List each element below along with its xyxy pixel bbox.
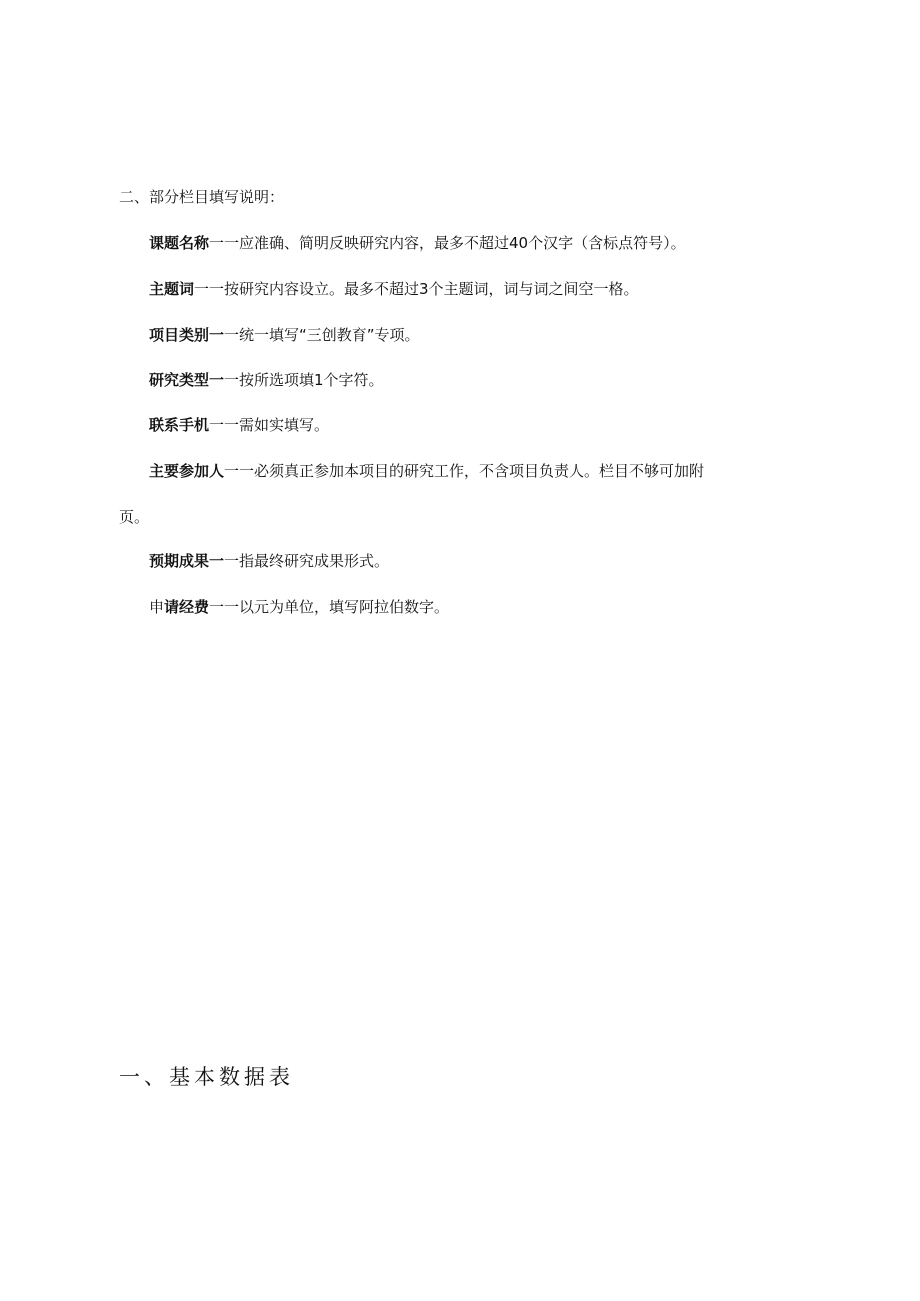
instruction-description: 一按所选项填1个字符。 xyxy=(224,371,384,389)
instruction-description: 一一应准确、简明反映研究内容，最多不超过40个汉字（含标点符号）。 xyxy=(209,234,686,252)
instruction-description: 一一按研究内容设立。最多不超过3个主题词，词与词之间空一格。 xyxy=(194,280,639,298)
instruction-continuation: 页。 xyxy=(119,508,150,526)
instruction-term: 主题词 xyxy=(149,280,195,298)
instruction-term: 研究类型一 xyxy=(149,371,225,389)
instruction-description: 一统一填写“三创教育”专项。 xyxy=(224,326,420,344)
instruction-term: 项目类别一 xyxy=(149,326,225,344)
instruction-term: 预期成果一 xyxy=(149,552,225,570)
instruction-item-contact-phone xyxy=(149,414,329,436)
instruction-item-project-category xyxy=(149,324,420,346)
instructions-heading: 二、部分栏目填写说明： xyxy=(119,188,285,206)
instruction-description: 一一需如实填写。 xyxy=(209,416,330,434)
instruction-term: 请经费 xyxy=(164,598,210,616)
instruction-description: 一一以元为单位，填写阿拉伯数字。 xyxy=(209,598,450,616)
instruction-item-research-type xyxy=(149,369,384,391)
section-title: 一、基本数据表 xyxy=(119,1065,294,1089)
instruction-term: 主要参加人 xyxy=(149,462,225,480)
instruction-term: 联系手机 xyxy=(149,416,210,434)
instruction-item-requested-funds xyxy=(149,596,449,618)
instruction-item-keywords xyxy=(149,278,639,300)
instruction-term: 课题名称 xyxy=(149,234,210,252)
instruction-item-main-participants xyxy=(149,460,704,482)
instruction-description: 一一必须真正参加本项目的研究工作，不含项目负责人。栏目不够可加附 xyxy=(224,462,705,480)
instruction-item-project-title xyxy=(149,232,686,254)
instruction-item-expected-results xyxy=(149,550,389,572)
instruction-prefix: 申 xyxy=(149,598,165,616)
instruction-description: 一指最终研究成果形式。 xyxy=(224,552,390,570)
